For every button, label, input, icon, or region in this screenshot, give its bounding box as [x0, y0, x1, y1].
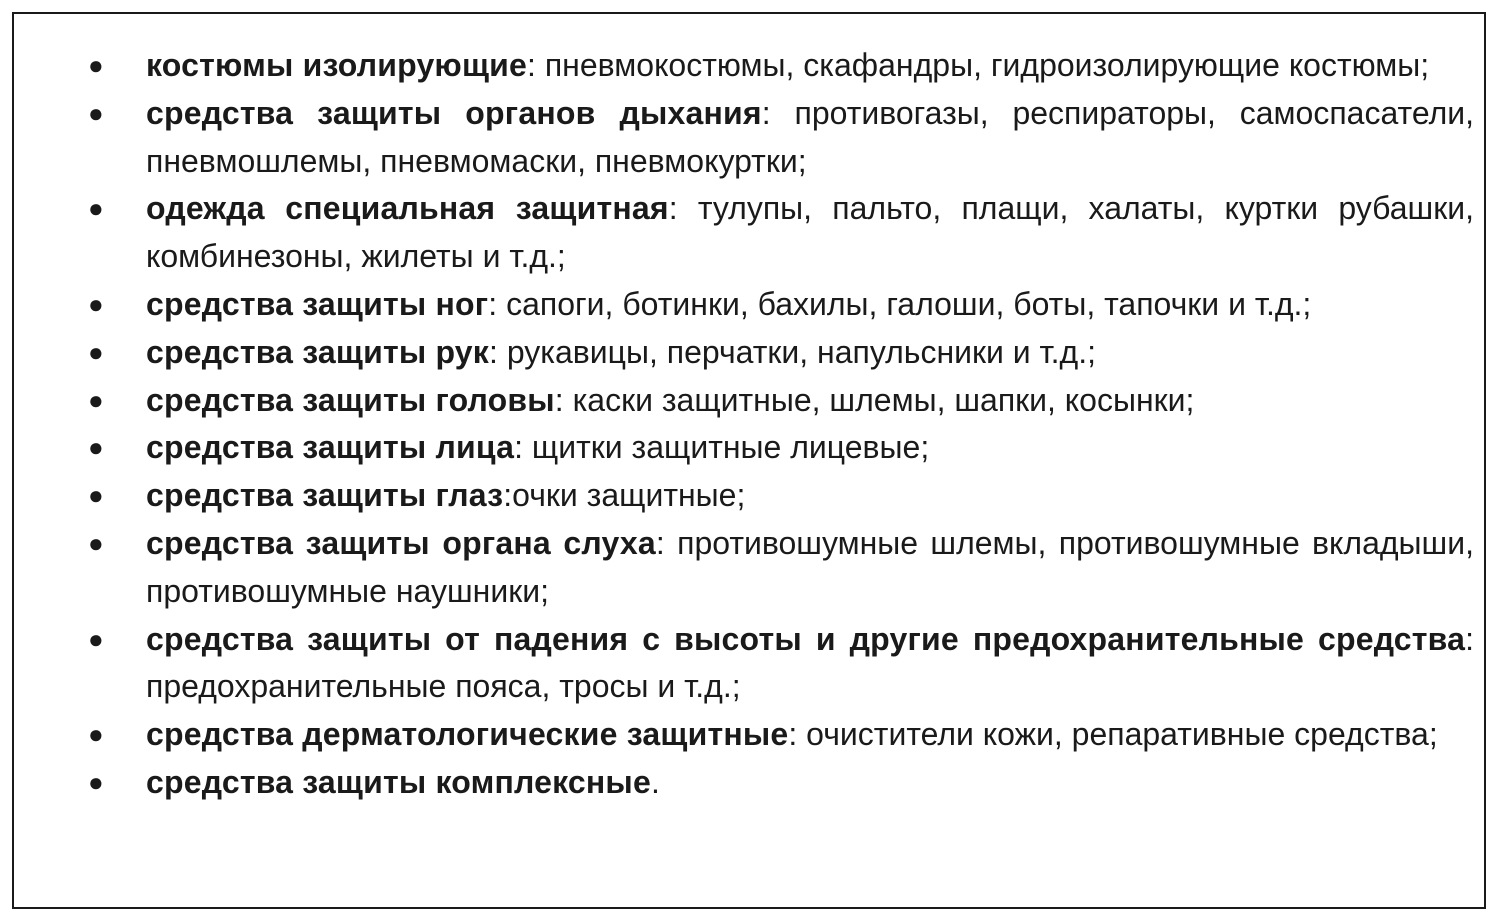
- item-description: : каски защитные, шлемы, шапки, косынки;: [554, 381, 1195, 418]
- item-term: средства дерматологические защитные: [146, 716, 789, 753]
- bullet-icon: ●: [88, 719, 104, 750]
- list-item: [14, 424, 1484, 472]
- item-term: средства защиты ног: [146, 285, 489, 322]
- list-item: [14, 90, 1484, 186]
- item-term: средства защиты головы: [146, 381, 555, 418]
- item-description: :очки защитные;: [503, 477, 746, 514]
- item-description: : противошумные шлемы, противошумные вкладыши, противошумные наушники;: [146, 524, 1474, 609]
- list-item: [14, 711, 1484, 759]
- list-item: [14, 759, 1484, 807]
- list-item: [14, 616, 1484, 712]
- item-description: .: [650, 763, 660, 800]
- item-term: средства защиты глаз: [146, 477, 504, 514]
- item-term: средства защиты от падения с высоты и другие предохранительные средства: [146, 620, 1466, 657]
- list-item: [14, 185, 1484, 281]
- item-description: : тулупы, пальто, плащи, халаты, куртки рубашки, комбинезоны, жилеты и т.д.;: [146, 190, 1474, 275]
- list-item: [14, 472, 1484, 520]
- item-term: средства защиты комплексные: [146, 763, 651, 800]
- list-item: [14, 377, 1484, 425]
- item-term: средства защиты рук: [146, 333, 490, 370]
- item-description: : сапоги, ботинки, бахилы, галоши, боты, тапочки и т.д.;: [488, 285, 1312, 322]
- item-description: : предохранительные пояса, тросы и т.д.;: [146, 620, 1474, 705]
- document-frame: [12, 12, 1486, 909]
- item-description: : рукавицы, перчатки, напульсники и т.д.;: [489, 333, 1096, 370]
- item-term: средства защиты органов дыхания: [146, 94, 762, 131]
- item-term: средства защиты органа слуха: [146, 524, 656, 561]
- ppe-list: [14, 42, 1484, 807]
- bullet-icon: ●: [88, 527, 104, 558]
- bullet-icon: ●: [88, 50, 104, 80]
- list-item: [14, 520, 1484, 616]
- list-item: [14, 281, 1484, 329]
- item-description: : противогазы, респираторы, самоспасатели, пневмошлемы, пневмомаски, пневмокуртки;: [146, 94, 1475, 179]
- item-description: : пневмокостюмы, скафандры, гидроизолирующие костюмы;: [527, 47, 1430, 83]
- item-term: костюмы изолирующие: [146, 47, 528, 83]
- item-term: средства защиты лица: [146, 429, 515, 466]
- bullet-icon: ●: [88, 97, 104, 128]
- item-description: : очистители кожи, репаративные средства;: [788, 716, 1438, 753]
- list-item: [14, 329, 1484, 377]
- bullet-icon: ●: [88, 480, 104, 511]
- bullet-icon: ●: [88, 623, 104, 654]
- bullet-icon: ●: [88, 288, 104, 319]
- bullet-icon: ●: [88, 766, 104, 797]
- bullet-icon: ●: [88, 193, 104, 224]
- bullet-icon: ●: [88, 336, 104, 367]
- list-item: [14, 42, 1484, 90]
- bullet-icon: ●: [88, 384, 104, 415]
- item-term: одежда специальная защитная: [146, 190, 669, 227]
- bullet-icon: ●: [88, 432, 104, 463]
- item-description: : щитки защитные лицевые;: [514, 429, 930, 466]
